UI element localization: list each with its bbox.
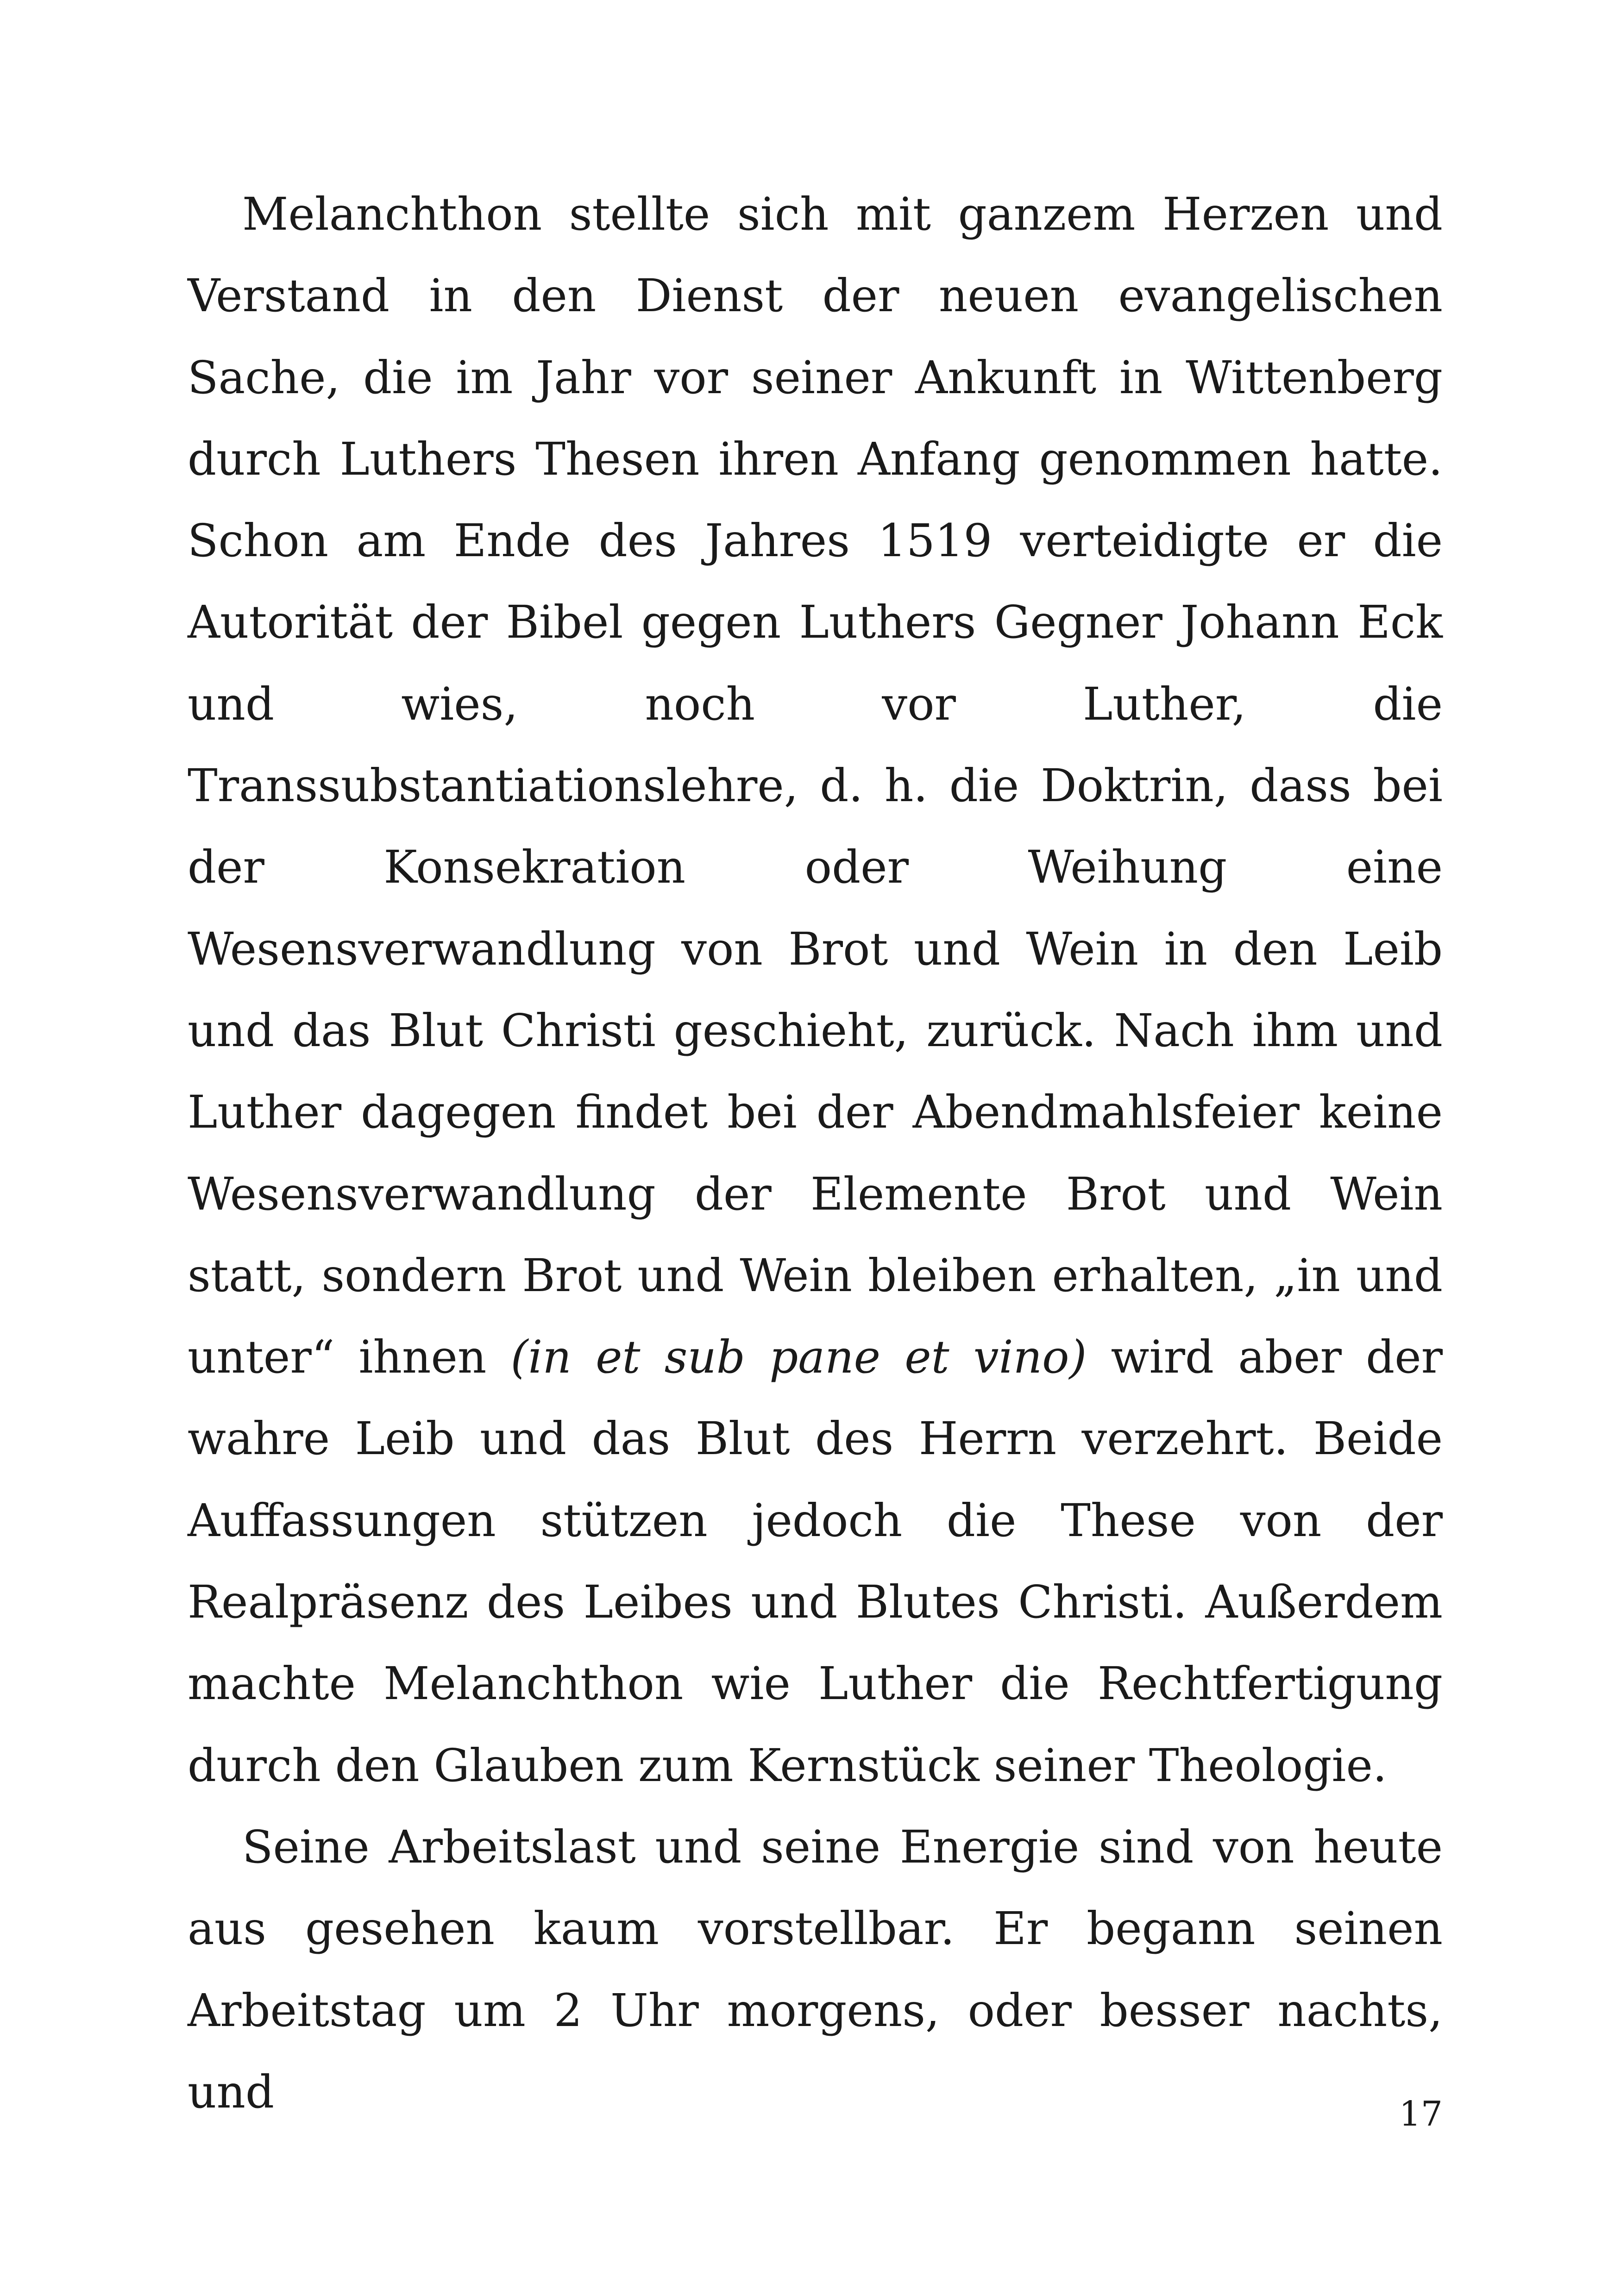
paragraph-workload: Seine Arbeitslast und seine Energie sind von heute aus gesehen kaum vorstellbar. Er begann seinen Arbeitstag um 2 Uhr morgens, oder besser nachts, und <box>188 1820 1443 2118</box>
latin-phrase: (in et sub pane et vino) <box>510 1331 1087 1384</box>
paragraph-text-before-italic: Melanchthon stellte sich mit ganzem Herzen und Verstand in den Dienst der neuen evangelischen Sache, die im Jahr vor seiner Ankunft in Wittenberg durch Luthers Thesen ihren Anfang genommen hatte. Schon am Ende des Jahres 1519 verteidigte er die Autorität der Bibel gegen Luthers Gegner Johann Eck und wies, noch vor Luther, die Transsubstantiationslehre, d. h. die Doktrin, dass bei der Konsekration oder Weihung eine Wesensverwandlung von Brot und Wein in den Leib und das Blut Christi geschieht, zurück. Nach ihm und Luther dagegen findet bei der Abendmahlsfeier keine Wesensverwandlung der Elemente Brot und Wein statt, sondern Brot und Wein bleiben erhalten, „in und unter“ ihnen <box>188 188 1443 1384</box>
paragraph-text-after-italic: wird aber der wahre Leib und das Blut des Herrn verzehrt. Beide Auffassungen stützen jedoch die These von der Realpräsenz des Leibes und Blutes Christi. Außerdem machte Melanchthon wie Luther die Rechtfertigung durch den Glauben zum Kernstück seiner Theologie. <box>188 1331 1443 1792</box>
paragraph-melanchthon-reformation <box>188 174 1443 1807</box>
body-text <box>188 174 1443 2133</box>
page-number: 17 <box>1399 2094 1443 2134</box>
